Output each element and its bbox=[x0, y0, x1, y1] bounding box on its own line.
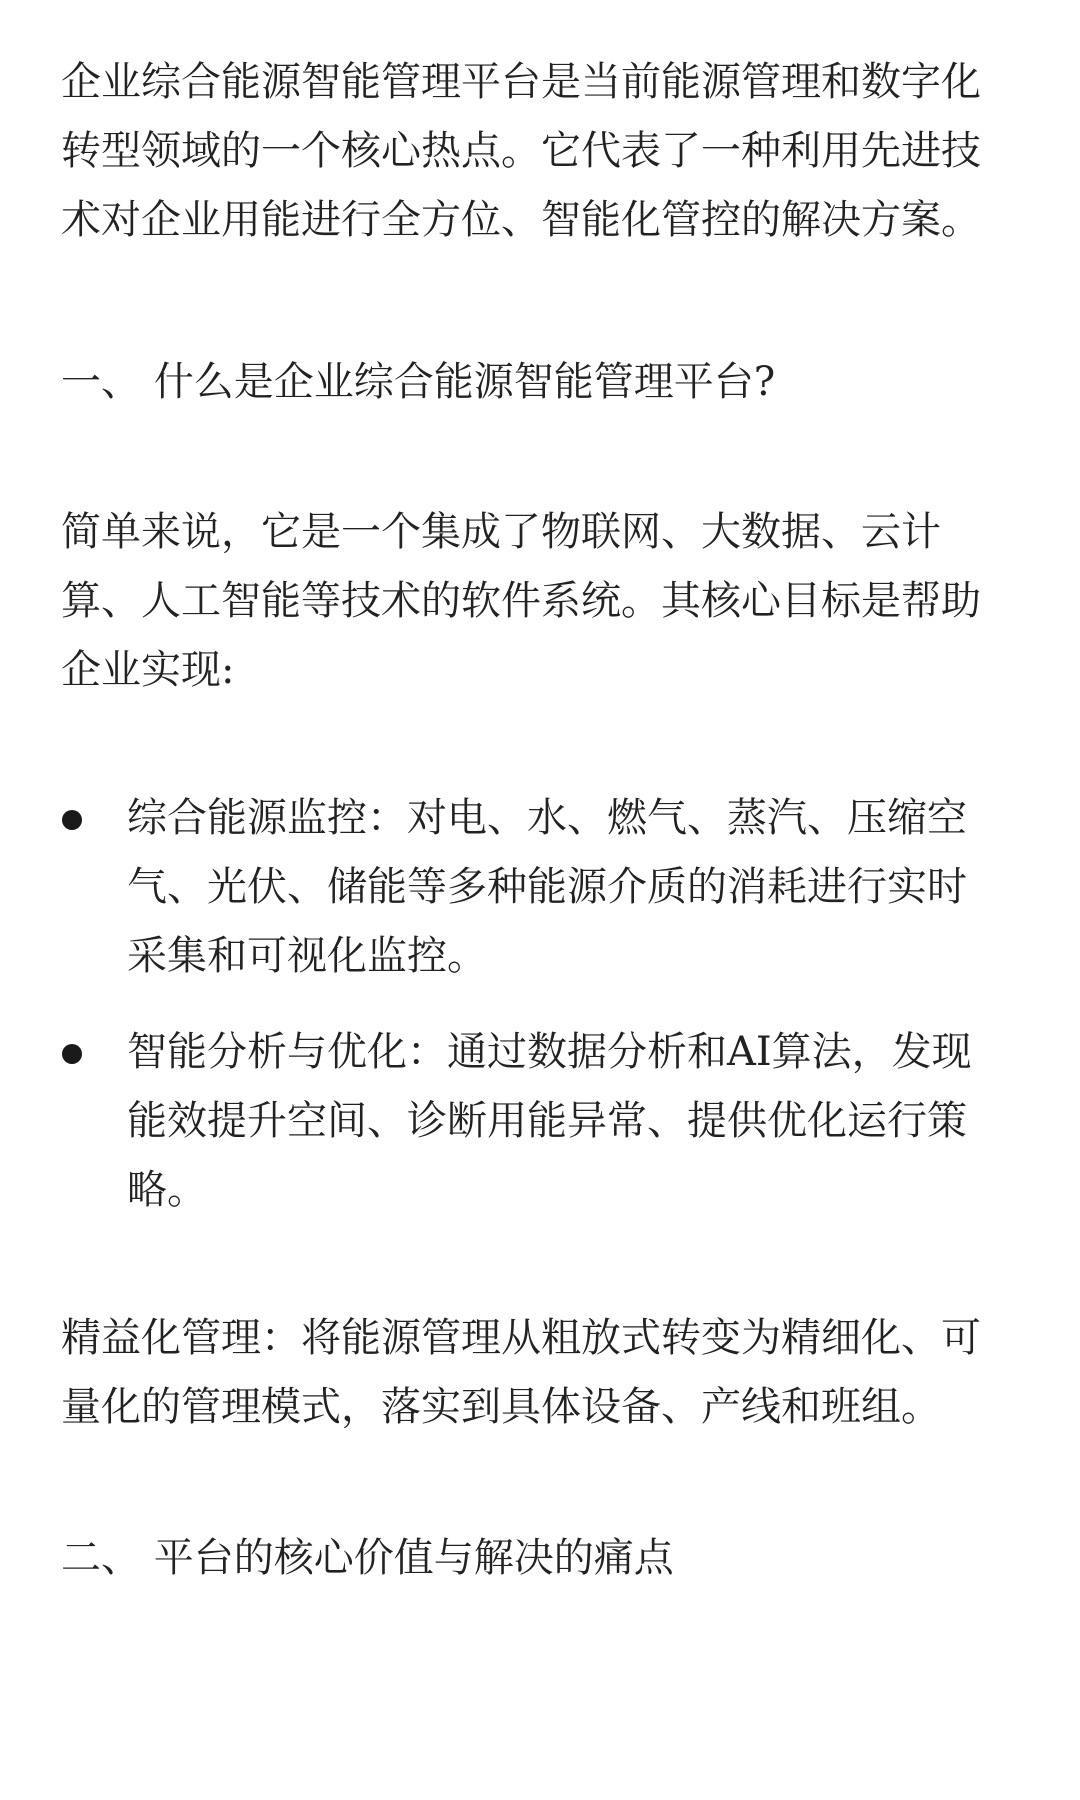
section-1-paragraph bbox=[61, 498, 1021, 705]
section-1-heading: 一、 什么是企业综合能源智能管理平台? bbox=[61, 359, 776, 405]
lean-management-paragraph bbox=[61, 1304, 1021, 1442]
section-2-heading: 二、 平台的核心价值与解决的痛点 bbox=[61, 1535, 674, 1581]
paragraph-line: 精益化管理：将能源管理从粗放式转变为精细化、可 bbox=[61, 1315, 981, 1361]
list-item-text: 智能分析与优化：通过数据分析和AI算法，发现 能效提升空间、诊断用能异常、提供优化运行策 略。 bbox=[127, 1029, 972, 1213]
intro-line: 术对企业用能进行全方位、智能化管控的解决方案。 bbox=[61, 197, 981, 243]
paragraph-line: 量化的管理模式，落实到具体设备、产线和班组。 bbox=[61, 1384, 941, 1430]
paragraph-line: 企业实现: bbox=[61, 647, 235, 693]
bullet-dot-icon bbox=[62, 1044, 82, 1064]
intro-line: 企业综合能源智能管理平台是当前能源管理和数字化 bbox=[61, 59, 981, 105]
list-item-text: 综合能源监控：对电、水、燃气、蒸汽、压缩空 气、光伏、储能等多种能源介质的消耗进行实时 采集和可视化监控。 bbox=[127, 795, 967, 979]
intro-line: 转型领域的一个核心热点。它代表了一种利用先进技 bbox=[61, 128, 981, 174]
intro-paragraph bbox=[61, 48, 1021, 255]
paragraph-line: 算、人工智能等技术的软件系统。其核心目标是帮助 bbox=[61, 578, 981, 624]
paragraph-line: 简单来说，它是一个集成了物联网、大数据、云计 bbox=[61, 509, 941, 555]
bullet-dot-icon bbox=[62, 810, 82, 830]
